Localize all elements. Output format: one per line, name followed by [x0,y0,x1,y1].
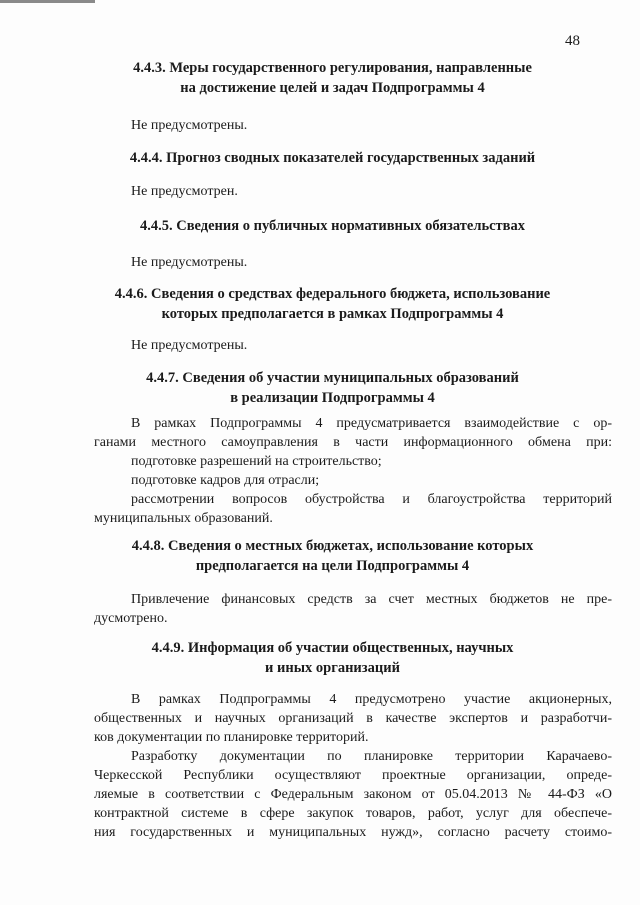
paragraph-line: подготовке разрешений на строительство; [131,454,382,469]
paragraph-line: ков документации по планировке территорий. [94,730,369,745]
paragraph-line: В рамках Подпрограммы 4 предусмотрено участие акционерных, [131,692,612,707]
heading-line: в реализации Подпрограммы 4 [230,390,435,406]
heading-line: 4.4.6. Сведения о средствах федерального бюджета, использование [114,286,551,302]
page-number: 48 [565,33,580,49]
section-text-4-4-4: Не предусмотрен. [131,184,238,199]
section-heading-4-4-3 [60,58,605,98]
section-heading-4-4-9 [60,638,605,678]
heading-line: которых предполагается в рамках Подпрограммы 4 [161,306,504,322]
heading-line: 4.4.4. Прогноз сводных показателей государственных заданий [129,150,536,166]
section-paragraph-4-4-8 [94,590,612,628]
heading-line: 4.4.9. Информация об участии общественных, научных [151,640,514,656]
scan-edge-mark [0,0,95,3]
section-text-4-4-5: Не предусмотрены. [131,255,248,270]
heading-line: и иных организаций [265,660,400,676]
paragraph-line: Привлечение финансовых средств за счет местных бюджетов не пре- [131,592,612,607]
paragraph-line: ния государственных и муниципальных нужд», согласно расчету стоимо- [94,825,612,840]
paragraph-line: Разработку документации по планировке территории Карачаево- [131,749,612,764]
paragraph-line: Черкесской Республики осуществляют проектные организации, опреде- [94,768,612,783]
section-paragraph-4-4-7 [94,414,612,528]
section-heading-4-4-4 [60,148,605,168]
heading-line: предполагается на цели Подпрограммы 4 [195,558,470,574]
paragraph-line: общественных и научных организаций в качестве экспертов и разработчи- [94,711,612,726]
paragraph-line: рассмотрении вопросов обустройства и благоустройства территорий [131,492,612,507]
section-text-4-4-6: Не предусмотрены. [131,338,248,353]
heading-line: на достижение целей и задач Подпрограммы 4 [180,80,485,96]
paragraph-line: дусмотрено. [94,611,168,626]
paragraph-line: контрактной системе в сфере закупок товаров, работ, услуг для обеспече- [94,806,612,821]
section-text-4-4-3: Не предусмотрены. [131,118,248,133]
heading-line: 4.4.3. Меры государственного регулирования, направленные [133,60,532,76]
paragraph-line: В рамках Подпрограммы 4 предусматривается взаимодействие с ор- [131,416,612,431]
paragraph-line: подготовке кадров для отрасли; [131,473,320,488]
section-heading-4-4-6 [60,284,605,324]
section-heading-4-4-5 [60,216,605,236]
section-paragraph-4-4-9 [94,690,612,842]
section-heading-4-4-7 [60,368,605,408]
heading-line: 4.4.5. Сведения о публичных нормативных обязательствах [139,218,526,234]
paragraph-line: ляемые в соответствии с Федеральным законом от 05.04.2013 № 44-ФЗ «О [94,787,612,802]
paragraph-line: муниципальных образований. [94,511,273,526]
heading-line: 4.4.8. Сведения о местных бюджетах, использование которых [131,538,534,554]
paragraph-line: ганами местного самоуправления в части информационного обмена при: [94,435,612,450]
heading-line: 4.4.7. Сведения об участии муниципальных образований [146,370,519,386]
section-heading-4-4-8 [60,536,605,576]
